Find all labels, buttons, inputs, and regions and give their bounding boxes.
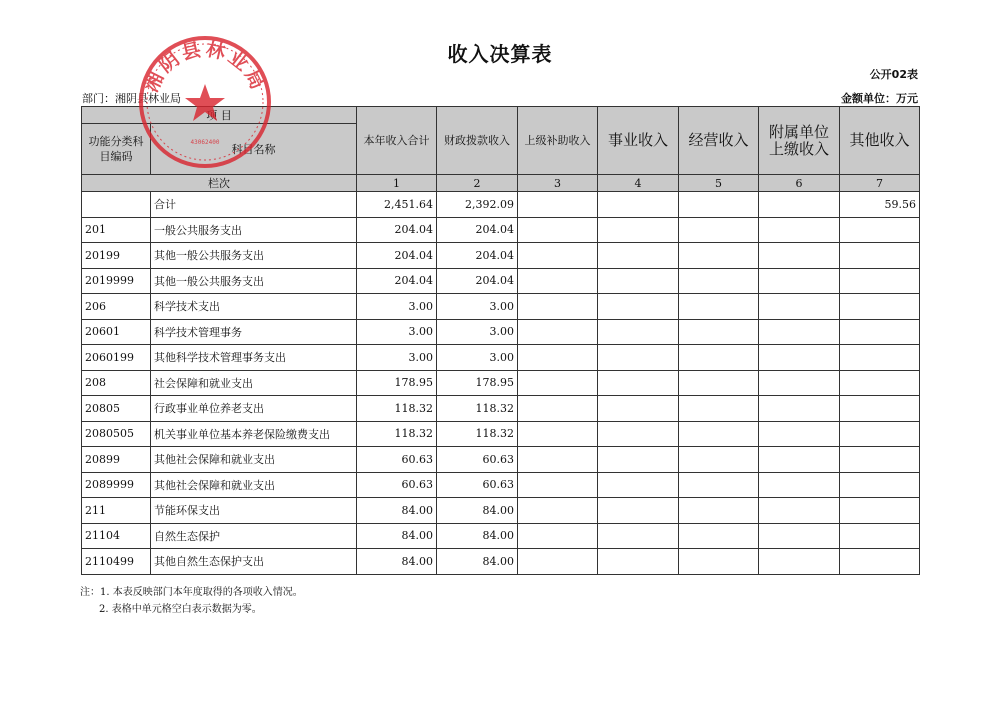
subject-name-cell: 科学技术支出 — [151, 294, 357, 320]
total-income-cell: 3.00 — [357, 319, 437, 345]
fiscal-income-cell: 60.63 — [437, 472, 518, 498]
code-cell: 20805 — [82, 396, 151, 422]
operating-income-cell — [679, 345, 759, 371]
operating-income-cell — [679, 421, 759, 447]
affiliated-income-cell — [759, 396, 840, 422]
department-label: 部门：湘阴县林业局 — [82, 92, 181, 105]
subject-name-cell: 一般公共服务支出 — [151, 217, 357, 243]
superior-subsidy-cell — [518, 345, 598, 371]
affiliated-income-cell — [759, 523, 840, 549]
table-row — [82, 396, 920, 422]
col-number: 2 — [437, 175, 518, 192]
subject-name-cell: 自然生态保护 — [151, 523, 357, 549]
business-income-cell — [598, 523, 679, 549]
table-row — [82, 345, 920, 371]
operating-income-cell — [679, 370, 759, 396]
header-affiliated-income: 附属单位上缴收入 — [759, 107, 840, 175]
subject-name-cell: 其他社会保障和就业支出 — [151, 447, 357, 473]
business-income-cell — [598, 217, 679, 243]
business-income-cell — [598, 294, 679, 320]
unit-label: 金额单位：万元 — [841, 92, 918, 105]
total-income-cell: 118.32 — [357, 421, 437, 447]
business-income-cell — [598, 498, 679, 524]
affiliated-income-cell — [759, 268, 840, 294]
fiscal-income-cell: 2,392.09 — [437, 192, 518, 218]
notes — [80, 584, 303, 618]
code-cell: 2060199 — [82, 345, 151, 371]
table-row — [82, 523, 920, 549]
superior-subsidy-cell — [518, 549, 598, 575]
code-cell: 2019999 — [82, 268, 151, 294]
total-income-cell: 3.00 — [357, 345, 437, 371]
fiscal-income-cell: 178.95 — [437, 370, 518, 396]
fiscal-income-cell: 84.00 — [437, 523, 518, 549]
operating-income-cell — [679, 192, 759, 218]
header-lanci: 栏次 — [82, 175, 357, 192]
subject-name-cell: 其他一般公共服务支出 — [151, 243, 357, 269]
fiscal-income-cell: 118.32 — [437, 396, 518, 422]
table-row — [82, 192, 920, 218]
note-line-1: 注：1. 本表反映部门本年度取得的各项收入情况。 — [80, 587, 303, 598]
superior-subsidy-cell — [518, 192, 598, 218]
subject-name-cell: 其他科学技术管理事务支出 — [151, 345, 357, 371]
code-cell: 20899 — [82, 447, 151, 473]
code-cell: 206 — [82, 294, 151, 320]
fiscal-income-cell: 84.00 — [437, 498, 518, 524]
header-business-income: 事业收入 — [598, 107, 679, 175]
subject-name-cell: 行政事业单位养老支出 — [151, 396, 357, 422]
superior-subsidy-cell — [518, 268, 598, 294]
superior-subsidy-cell — [518, 319, 598, 345]
business-income-cell — [598, 447, 679, 473]
business-income-cell — [598, 396, 679, 422]
other-income-cell — [840, 498, 920, 524]
superior-subsidy-cell — [518, 498, 598, 524]
page-title: 收入决算表 — [447, 42, 553, 66]
subject-name-cell: 机关事业单位基本养老保险缴费支出 — [151, 421, 357, 447]
other-income-cell — [840, 294, 920, 320]
total-income-cell: 84.00 — [357, 523, 437, 549]
superior-subsidy-cell — [518, 421, 598, 447]
table-row — [82, 294, 920, 320]
total-income-cell: 204.04 — [357, 268, 437, 294]
affiliated-income-cell — [759, 294, 840, 320]
table-row — [82, 498, 920, 524]
other-income-cell — [840, 345, 920, 371]
business-income-cell — [598, 192, 679, 218]
header-fiscal-income: 财政拨款收入 — [437, 107, 518, 175]
subject-name-cell: 科学技术管理事务 — [151, 319, 357, 345]
other-income-cell — [840, 472, 920, 498]
col-number: 6 — [759, 175, 840, 192]
total-income-cell: 118.32 — [357, 396, 437, 422]
table-row — [82, 549, 920, 575]
total-income-cell: 60.63 — [357, 447, 437, 473]
operating-income-cell — [679, 217, 759, 243]
fiscal-income-cell: 204.04 — [437, 217, 518, 243]
table-row — [82, 447, 920, 473]
other-income-cell — [840, 549, 920, 575]
subject-name-cell: 节能环保支出 — [151, 498, 357, 524]
col-number: 1 — [357, 175, 437, 192]
affiliated-income-cell — [759, 345, 840, 371]
business-income-cell — [598, 268, 679, 294]
income-table — [81, 106, 920, 575]
note-line-2: 2. 表格中单元格空白表示数据为零。 — [99, 604, 262, 615]
affiliated-income-cell — [759, 447, 840, 473]
code-cell: 2110499 — [82, 549, 151, 575]
official-seal-stamp — [135, 32, 275, 172]
table-row — [82, 370, 920, 396]
other-income-cell — [840, 421, 920, 447]
table-row — [82, 472, 920, 498]
other-income-cell — [840, 243, 920, 269]
subject-name-cell: 其他一般公共服务支出 — [151, 268, 357, 294]
operating-income-cell — [679, 396, 759, 422]
operating-income-cell — [679, 498, 759, 524]
superior-subsidy-cell — [518, 472, 598, 498]
operating-income-cell — [679, 447, 759, 473]
other-income-cell — [840, 396, 920, 422]
table-row — [82, 268, 920, 294]
other-income-cell — [840, 319, 920, 345]
code-cell: 20601 — [82, 319, 151, 345]
operating-income-cell — [679, 523, 759, 549]
svg-text:43062400: 43062400 — [190, 139, 220, 146]
code-cell: 211 — [82, 498, 151, 524]
business-income-cell — [598, 472, 679, 498]
table-row — [82, 421, 920, 447]
affiliated-income-cell — [759, 549, 840, 575]
superior-subsidy-cell — [518, 243, 598, 269]
header-other-income: 其他收入 — [840, 107, 920, 175]
fiscal-income-cell: 204.04 — [437, 268, 518, 294]
superior-subsidy-cell — [518, 396, 598, 422]
fiscal-income-cell: 84.00 — [437, 549, 518, 575]
affiliated-income-cell — [759, 472, 840, 498]
business-income-cell — [598, 549, 679, 575]
code-cell — [82, 192, 151, 218]
subject-name-cell: 其他自然生态保护支出 — [151, 549, 357, 575]
total-income-cell: 84.00 — [357, 498, 437, 524]
operating-income-cell — [679, 319, 759, 345]
total-income-cell: 204.04 — [357, 217, 437, 243]
affiliated-income-cell — [759, 192, 840, 218]
operating-income-cell — [679, 268, 759, 294]
total-income-cell: 2,451.64 — [357, 192, 437, 218]
business-income-cell — [598, 243, 679, 269]
total-income-cell: 178.95 — [357, 370, 437, 396]
superior-subsidy-cell — [518, 447, 598, 473]
subject-name-cell: 社会保障和就业支出 — [151, 370, 357, 396]
total-income-cell: 60.63 — [357, 472, 437, 498]
operating-income-cell — [679, 294, 759, 320]
code-cell: 208 — [82, 370, 151, 396]
header-subject-name: 科目名称 — [151, 124, 357, 175]
other-income-cell: 59.56 — [840, 192, 920, 218]
header-project: 项 目 — [82, 107, 357, 124]
business-income-cell — [598, 370, 679, 396]
col-number: 4 — [598, 175, 679, 192]
business-income-cell — [598, 345, 679, 371]
fiscal-income-cell: 118.32 — [437, 421, 518, 447]
business-income-cell — [598, 421, 679, 447]
col-number: 7 — [840, 175, 920, 192]
fiscal-income-cell: 60.63 — [437, 447, 518, 473]
header-total-income: 本年收入合计 — [357, 107, 437, 175]
other-income-cell — [840, 447, 920, 473]
superior-subsidy-cell — [518, 370, 598, 396]
form-code: 公开02表 — [869, 68, 918, 81]
subject-name-cell: 合计 — [151, 192, 357, 218]
svg-text:湘阴县林业局: 湘阴县林业局 — [140, 38, 270, 96]
code-cell: 21104 — [82, 523, 151, 549]
header-superior-subsidy: 上级补助收入 — [518, 107, 598, 175]
total-income-cell: 204.04 — [357, 243, 437, 269]
total-income-cell: 84.00 — [357, 549, 437, 575]
other-income-cell — [840, 268, 920, 294]
affiliated-income-cell — [759, 370, 840, 396]
affiliated-income-cell — [759, 217, 840, 243]
table-row — [82, 243, 920, 269]
business-income-cell — [598, 319, 679, 345]
total-income-cell: 3.00 — [357, 294, 437, 320]
fiscal-income-cell: 3.00 — [437, 294, 518, 320]
code-cell: 201 — [82, 217, 151, 243]
operating-income-cell — [679, 549, 759, 575]
affiliated-income-cell — [759, 498, 840, 524]
superior-subsidy-cell — [518, 523, 598, 549]
other-income-cell — [840, 523, 920, 549]
affiliated-income-cell — [759, 319, 840, 345]
fiscal-income-cell: 3.00 — [437, 319, 518, 345]
code-cell: 2080505 — [82, 421, 151, 447]
table-row — [82, 319, 920, 345]
other-income-cell — [840, 370, 920, 396]
affiliated-income-cell — [759, 243, 840, 269]
superior-subsidy-cell — [518, 294, 598, 320]
operating-income-cell — [679, 472, 759, 498]
subject-name-cell: 其他社会保障和就业支出 — [151, 472, 357, 498]
superior-subsidy-cell — [518, 217, 598, 243]
table-row — [82, 217, 920, 243]
fiscal-income-cell: 204.04 — [437, 243, 518, 269]
header-operating-income: 经营收入 — [679, 107, 759, 175]
col-number: 5 — [679, 175, 759, 192]
header-func-code: 功能分类科目编码 — [82, 124, 151, 175]
code-cell: 20199 — [82, 243, 151, 269]
code-cell: 2089999 — [82, 472, 151, 498]
affiliated-income-cell — [759, 421, 840, 447]
col-number: 3 — [518, 175, 598, 192]
other-income-cell — [840, 217, 920, 243]
fiscal-income-cell: 3.00 — [437, 345, 518, 371]
operating-income-cell — [679, 243, 759, 269]
